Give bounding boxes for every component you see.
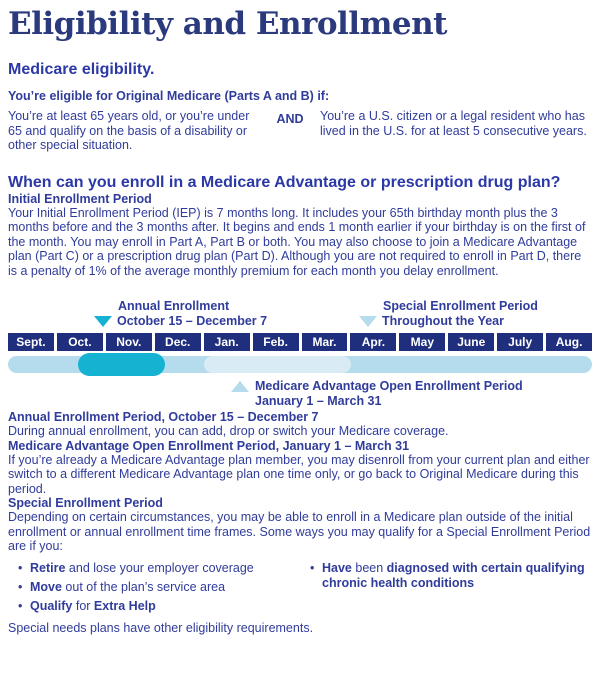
month-header-row [8,333,592,351]
month-cell-aug: Aug. [546,333,592,351]
annual-enrollment-title: Annual Enrollment [118,299,230,313]
maoep-title-line: Medicare Advantage Open Enrollment Period [255,379,523,393]
month-cell-july: July [497,333,543,351]
eligibility-columns [8,109,592,153]
medicare-eligibility-heading: Medicare eligibility. [8,61,155,78]
month-cell-june: June [448,333,494,351]
enrollment-timeline [0,296,600,410]
month-cell-apr: Apr. [350,333,396,351]
special-enrollment-title: Special Enrollment Period [383,299,538,313]
annual-enrollment-dates: October 15 – December 7 [117,314,268,328]
aep-body: During annual enrollment, you can add, drop or switch your Medicare coverage. [8,424,449,438]
bullet-column-right [300,561,592,618]
eligibility-left-text: You’re at least 65 years old, or you’re under 65 and qualify on the basis of a disability or other special situation. [8,109,250,152]
month-cell-mar: Mar. [302,333,348,351]
sep-title: Special Enrollment Period [8,496,163,510]
month-cell-nov: Nov. [106,333,152,351]
list-item: • Have been diagnosed with certain qualifying chronic health conditions [310,561,592,591]
month-cell-may: May [399,333,445,351]
footer-note: Special needs plans have other eligibility requirements. [8,620,314,635]
list-item: • Move out of the plan’s service area [18,580,300,595]
maoep-label [231,379,523,409]
annual-enrollment-label [117,299,267,329]
maoep-section-title: Medicare Advantage Open Enrollment Period, January 1 – March 31 [8,438,410,453]
year-timeline-bar [8,356,592,373]
list-item: • Qualify for Extra Help [18,599,300,614]
and-connector: AND [276,112,304,126]
month-cell-sept: Sept. [8,333,54,351]
month-cell-feb: Feb. [253,333,299,351]
month-cell-jan: Jan. [204,333,250,351]
eligibility-right-text: You’re a U.S. citizen or a legal resident who has lived in the U.S. for at least 5 consecutive years. [320,109,587,138]
bullet-column-left [8,561,300,618]
special-enrollment-dates: Throughout the Year [382,314,504,328]
triangle-down-icon [94,316,112,327]
maoep-dates-line: January 1 – March 31 [255,394,382,408]
annual-enrollment-period-pill [78,353,165,376]
special-enrollment-label [382,299,538,329]
maoep-period-pill [204,356,351,373]
sep-body: Depending on certain circumstances, you may be able to enroll in a Medicare plan outside of the initial enrollment or annual enrollment time frames. Some ways you may qualify for a Special Enrollment Period are if you: [8,510,591,553]
iep-title: Initial Enrollment Period [8,191,152,206]
enrollment-heading: When can you enroll in a Medicare Advantage or prescription drug plan? [8,173,561,191]
page-title: Eligibility and Enrollment [8,6,447,42]
sep-qualification-bullets [8,561,592,618]
iep-body: Your Initial Enrollment Period (IEP) is 7 months long. It includes your 65th birthday month plus the 3 months before and the 3 months after. It begins and ends 1 month earlier if your birthday is on the first of the month. You may enroll in Part A, Part B or both. You may also choose to join a Medicare Advantage plan (Part C) or a prescription drug plan (Part D). Although you are not required to enroll in Part D, there is a penalty of 1% of the average monthly premium for each month you delay enrollment. [8,205,586,278]
maoep-section-body: If you’re already a Medicare Advantage plan member, you may disenroll from your current plan and either switch to a different Medicare Advantage plan one time only, or go back to Original Medicare during this period. [8,452,590,496]
triangle-up-icon [231,381,249,392]
month-cell-oct: Oct. [57,333,103,351]
triangle-down-icon [359,316,377,327]
list-item: • Retire and lose your employer coverage [18,561,300,576]
eligibility-lead: You’re eligible for Original Medicare (Parts A and B) if: [8,89,330,103]
month-cell-dec: Dec. [155,333,201,351]
aep-title: Annual Enrollment Period, October 15 – December 7 [8,410,319,424]
